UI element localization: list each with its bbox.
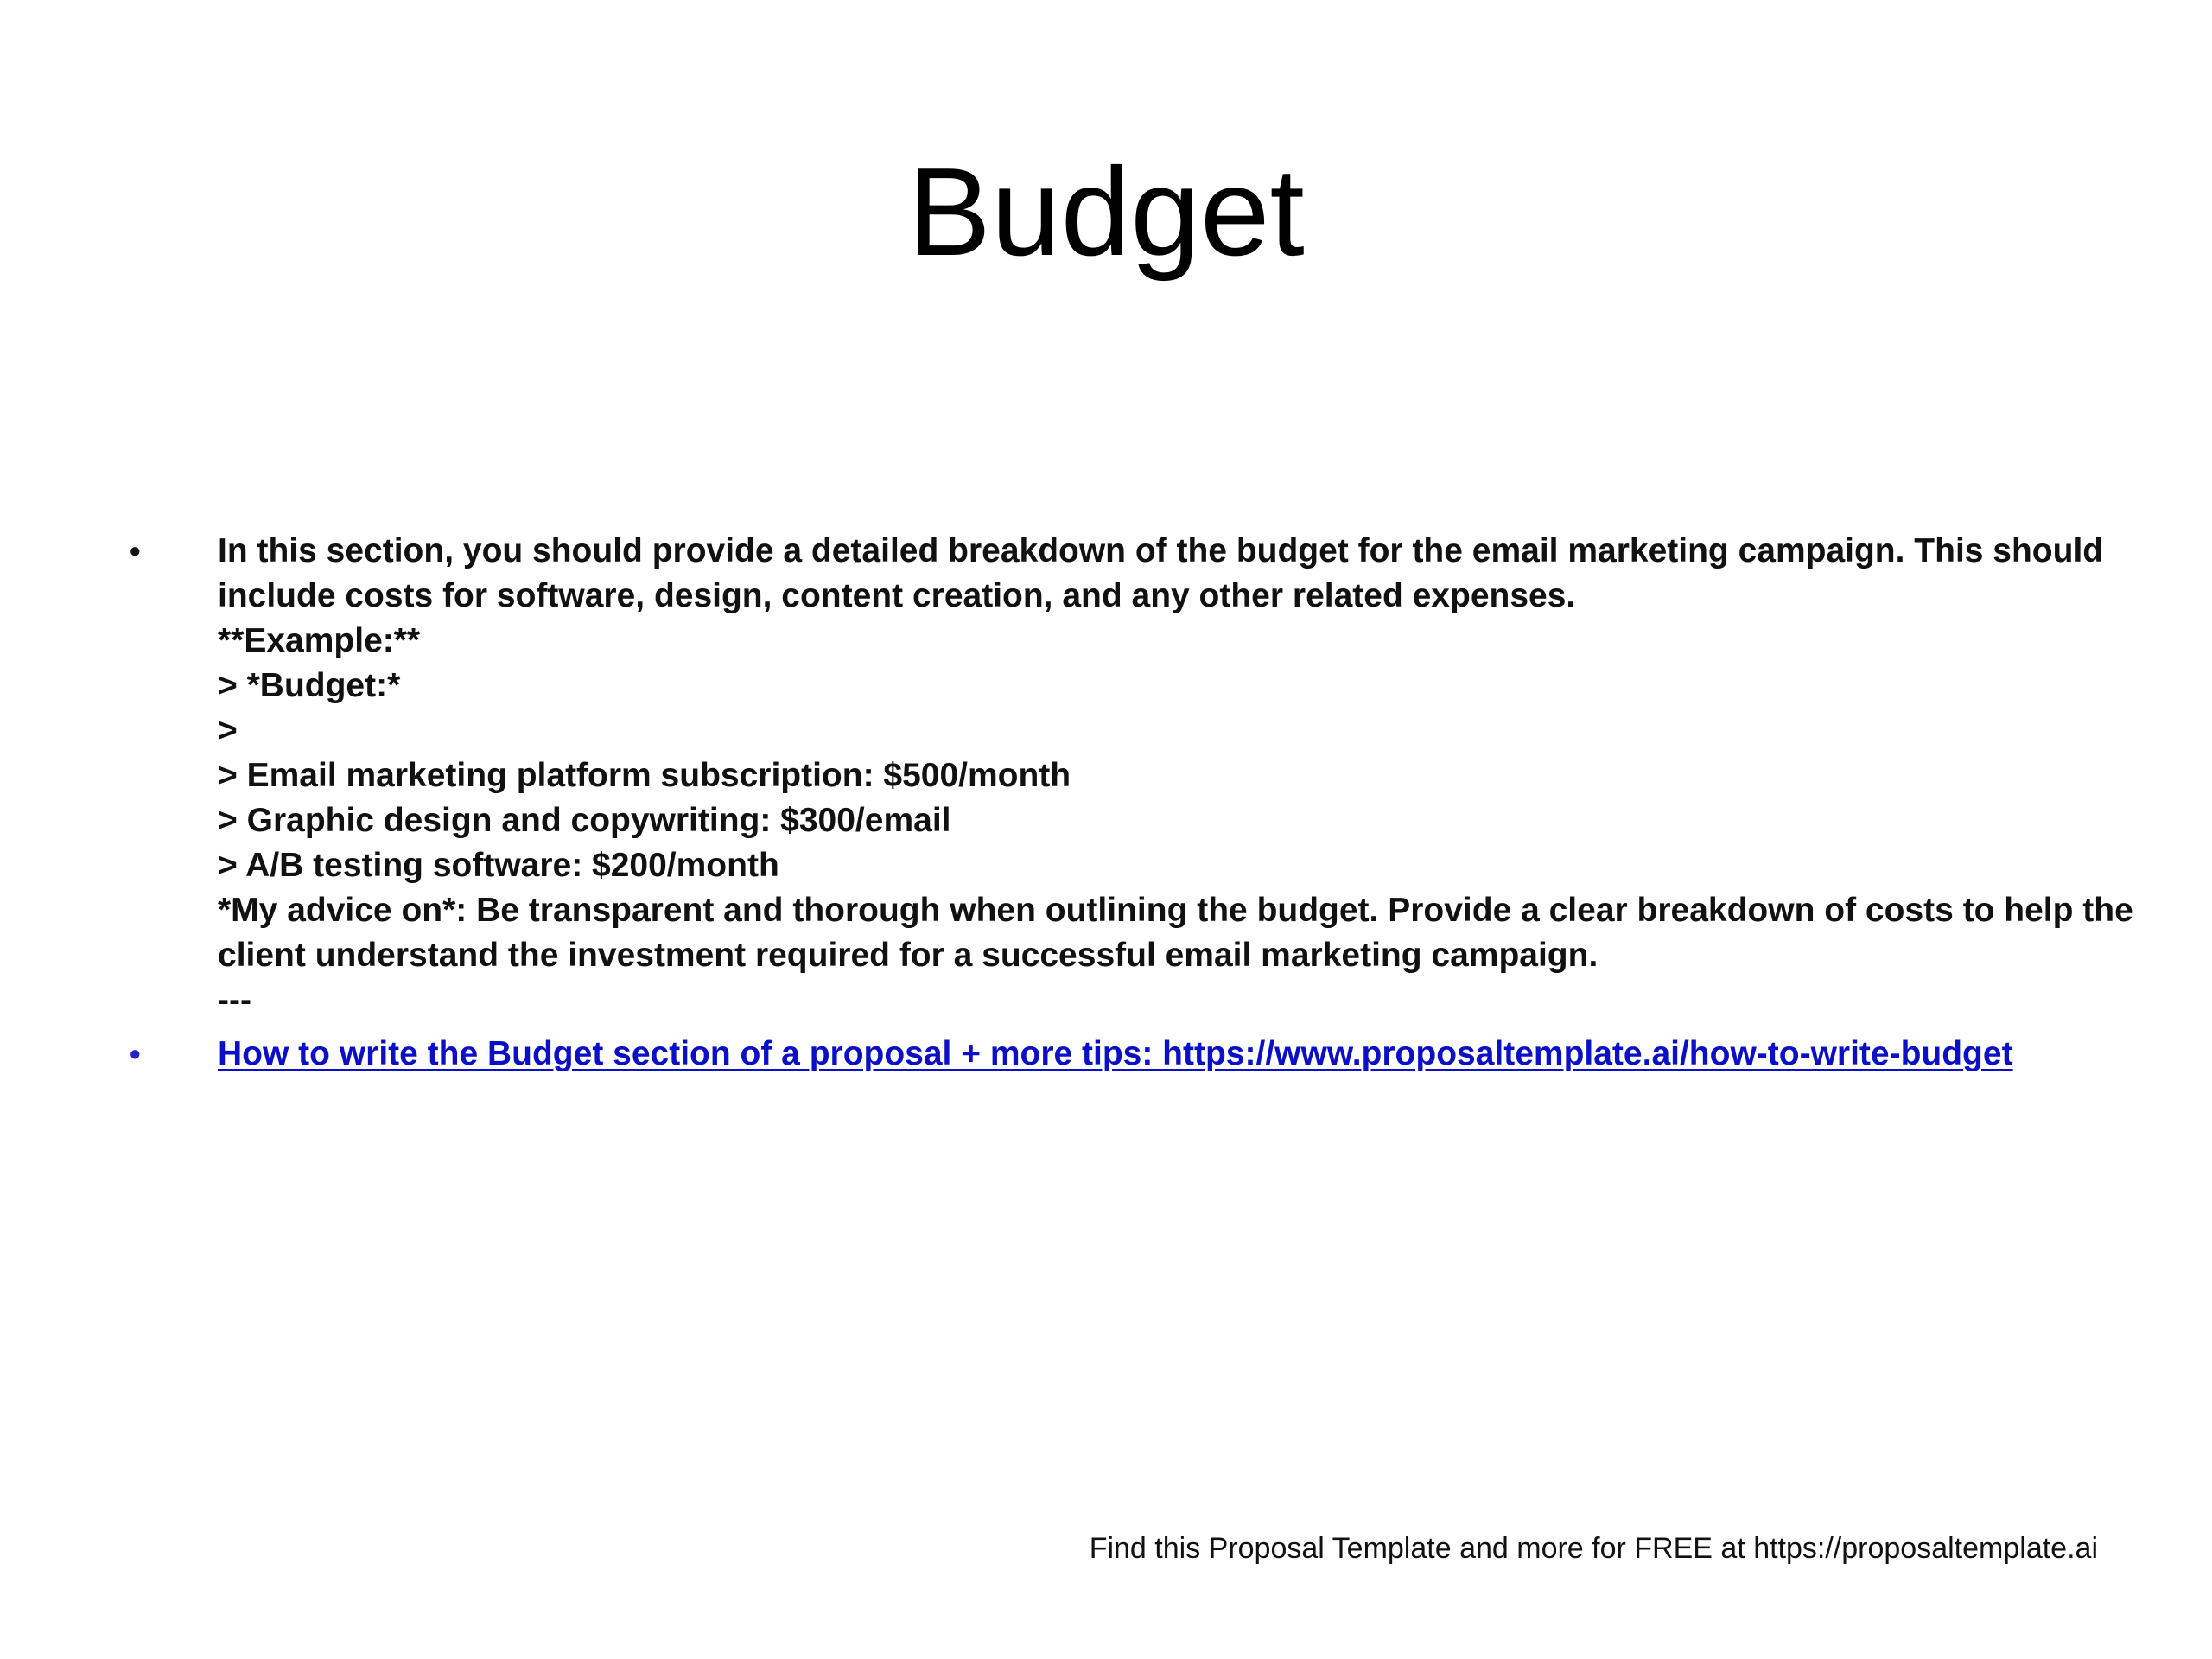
bullet-text [218, 1032, 2117, 1077]
slide-title: Budget [907, 142, 1305, 282]
text-line: include costs for software, design, content creation, and any other related expenses. [218, 577, 1576, 614]
footer-note: Find this Proposal Template and more for FREE at https://proposaltemplate.ai [1089, 1532, 2098, 1565]
budget-tips-link[interactable]: How to write the Budget section of a proposal + more tips: https://www.proposaltemplate.ai/how-to-write-budget [218, 1035, 2013, 1072]
bullet-marker: • [130, 533, 141, 569]
text-line: *My advice on*: Be transparent and thorough when outlining the budget. Provide a clear breakdown of costs to help the [218, 892, 2133, 929]
text-line: --- [218, 982, 251, 1019]
bullet-text [218, 529, 2133, 1023]
text-line: > *Budget:* [218, 667, 401, 704]
bullet-item-link [130, 1032, 2117, 1077]
text-line: > [218, 712, 238, 749]
text-line: > Email marketing platform subscription: $500/month [218, 757, 1071, 794]
text-line: > Graphic design and copywriting: $300/email [218, 802, 951, 839]
text-line: > A/B testing software: $200/month [218, 847, 779, 884]
bullet-list [130, 529, 2133, 1077]
bullet-marker: • [130, 1036, 141, 1071]
text-line: client understand the investment required for a successful email marketing campaign. [218, 937, 1599, 974]
bullet-item-description [130, 529, 2133, 1023]
text-line: **Example:** [218, 622, 421, 659]
text-line: In this section, you should provide a detailed breakdown of the budget for the email marketing campaign. This should [218, 532, 2104, 569]
